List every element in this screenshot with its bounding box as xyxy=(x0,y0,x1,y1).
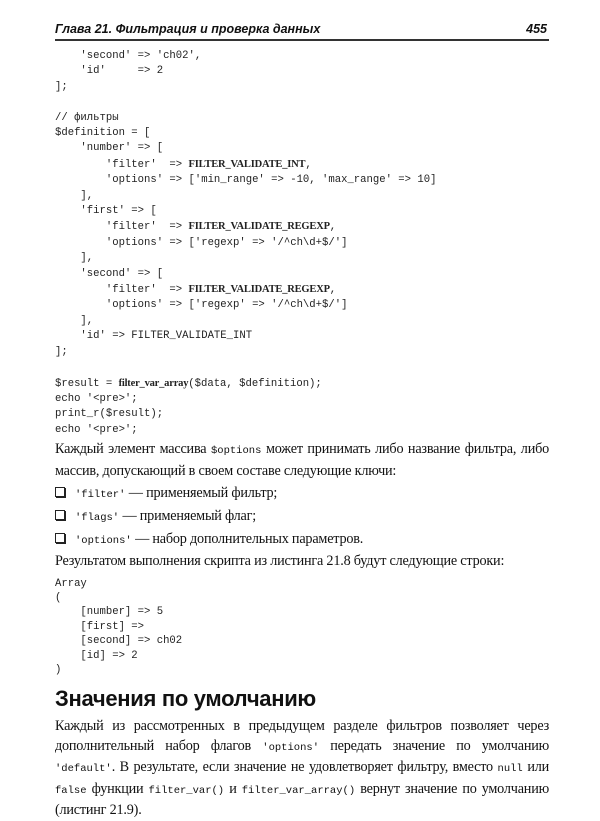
code-text: ( xyxy=(55,592,62,605)
text: передать значение по умолчанию xyxy=(319,737,550,754)
code-line xyxy=(55,236,549,251)
code-text: ], xyxy=(55,314,94,327)
code-line xyxy=(55,64,549,79)
code-line xyxy=(55,80,549,95)
code-text: ) xyxy=(55,664,62,677)
code-text: , xyxy=(329,221,337,234)
code-line xyxy=(55,392,549,407)
text: — применяемый флаг; xyxy=(119,508,256,525)
code-line xyxy=(55,111,549,126)
checkbox-bullet-icon xyxy=(55,487,65,497)
code-text: echo '<pre>'; xyxy=(55,423,138,436)
code-line xyxy=(55,251,549,266)
code-line xyxy=(55,298,549,313)
inline-code: false xyxy=(55,784,87,797)
code-line xyxy=(55,329,549,344)
code-text: // фильтры xyxy=(55,111,119,124)
inline-code: filter_var_array() xyxy=(241,784,356,797)
code-line xyxy=(55,219,549,235)
inline-code: 'flags' xyxy=(75,512,120,525)
code-text: [id] => 2 xyxy=(55,649,138,662)
code-keyword: filter_var_array xyxy=(118,377,189,389)
code-line xyxy=(55,360,549,375)
code-text: echo '<pre>'; xyxy=(55,392,138,405)
code-text: 'options' => ['min_range' => -10, 'max_range' => 10] xyxy=(55,174,437,187)
text: функции xyxy=(86,780,149,797)
code-text: [first] => xyxy=(55,620,145,633)
code-keyword: FILTER_VALIDATE_INT xyxy=(188,158,306,170)
code-line xyxy=(55,407,549,422)
code-line xyxy=(55,49,549,64)
text: . В результате, если значение не удовлетворяет фильтру, вместо xyxy=(111,759,498,776)
code-text: 'second' => [ xyxy=(55,267,164,280)
chapter-title: Глава 21. Фильтрация и проверка данных xyxy=(55,22,321,36)
page-number: 455 xyxy=(526,22,547,36)
code-line xyxy=(55,634,549,648)
paragraph-defaults xyxy=(55,717,549,821)
text: и xyxy=(224,780,242,797)
code-text: print_r($result); xyxy=(55,408,164,421)
code-line xyxy=(55,157,549,173)
code-line xyxy=(55,376,549,392)
code-line xyxy=(55,314,549,329)
code-text: 'id' => FILTER_VALIDATE_INT xyxy=(55,330,253,343)
code-keyword: FILTER_VALIDATE_REGEXP xyxy=(188,221,330,233)
inline-code: $options xyxy=(210,445,262,458)
code-text: ], xyxy=(55,252,94,265)
checkbox-bullet-icon xyxy=(55,533,65,543)
code-text: 'filter' => xyxy=(55,221,189,234)
running-header xyxy=(55,20,549,41)
text: вернут значение по умолчанию (листинг 21.9). xyxy=(55,780,549,819)
list-item xyxy=(55,506,549,529)
list-item xyxy=(55,529,549,552)
inline-code: filter_var() xyxy=(148,784,225,797)
code-line xyxy=(55,345,549,360)
paragraph-options xyxy=(55,440,549,481)
code-line xyxy=(55,126,549,141)
code-text: Array xyxy=(55,577,87,590)
text: или xyxy=(522,759,549,776)
paragraph-result: Результатом выполнения скрипта из листинга 21.8 будут следующие строки: xyxy=(55,553,505,570)
code-line xyxy=(55,605,549,619)
code-text: 'options' => ['regexp' => '/^ch\d+$/'] xyxy=(55,299,348,312)
code-text: ], xyxy=(55,189,94,202)
inline-code: null xyxy=(497,763,523,776)
code-line xyxy=(55,423,549,438)
code-line xyxy=(55,189,549,204)
code-line xyxy=(55,663,549,677)
text: — применяемый фильтр; xyxy=(125,485,278,502)
code-text: , xyxy=(305,158,312,171)
code-line xyxy=(55,173,549,188)
code-text: 'options' => ['regexp' => '/^ch\d+$/'] xyxy=(55,236,348,249)
code-text: ]; xyxy=(55,345,68,358)
inline-code: 'default' xyxy=(55,763,112,776)
code-keyword: FILTER_VALIDATE_REGEXP xyxy=(188,284,330,296)
code-text: $result = xyxy=(55,377,119,390)
code-text: [second] => ch02 xyxy=(55,635,183,648)
code-text: 'number' => [ xyxy=(55,142,164,155)
code-text: ]; xyxy=(55,80,68,93)
list-item xyxy=(55,483,549,506)
code-line xyxy=(55,141,549,156)
code-line xyxy=(55,577,549,591)
code-listing xyxy=(55,49,549,438)
inline-code: 'options' xyxy=(75,535,132,548)
code-line xyxy=(55,649,549,663)
code-text: 'filter' => xyxy=(55,284,189,297)
text: — набор дополнительных параметров. xyxy=(131,531,364,548)
code-text: 'id' => 2 xyxy=(55,65,164,78)
code-text: 'first' => [ xyxy=(55,205,157,218)
code-line xyxy=(55,204,549,219)
checkbox-bullet-icon xyxy=(55,510,65,520)
inline-code: 'options' xyxy=(262,741,319,754)
code-text: 'second' => 'ch02', xyxy=(55,50,202,62)
code-line xyxy=(55,267,549,282)
output-listing xyxy=(55,577,549,678)
code-line xyxy=(55,591,549,605)
code-line xyxy=(55,95,549,110)
code-text: $definition = [ xyxy=(55,127,151,140)
code-text: , xyxy=(329,284,337,297)
code-line xyxy=(55,282,549,298)
text: Каждый из рассмотренных в предыдущем разделе фильтров позволяет через дополнительный набор флагов xyxy=(55,718,549,754)
code-text: [number] => 5 xyxy=(55,606,164,619)
text: Каждый элемент массива xyxy=(55,441,211,458)
code-text: 'filter' => xyxy=(55,158,189,171)
inline-code: 'filter' xyxy=(75,489,126,502)
text: может принимать либо название фильтра, либо массив, допускающий в своем составе следующие ключи: xyxy=(55,441,549,479)
code-text: ($data, $definition); xyxy=(188,377,322,390)
code-line xyxy=(55,620,549,634)
section-heading: Значения по умолчанию xyxy=(55,686,316,712)
